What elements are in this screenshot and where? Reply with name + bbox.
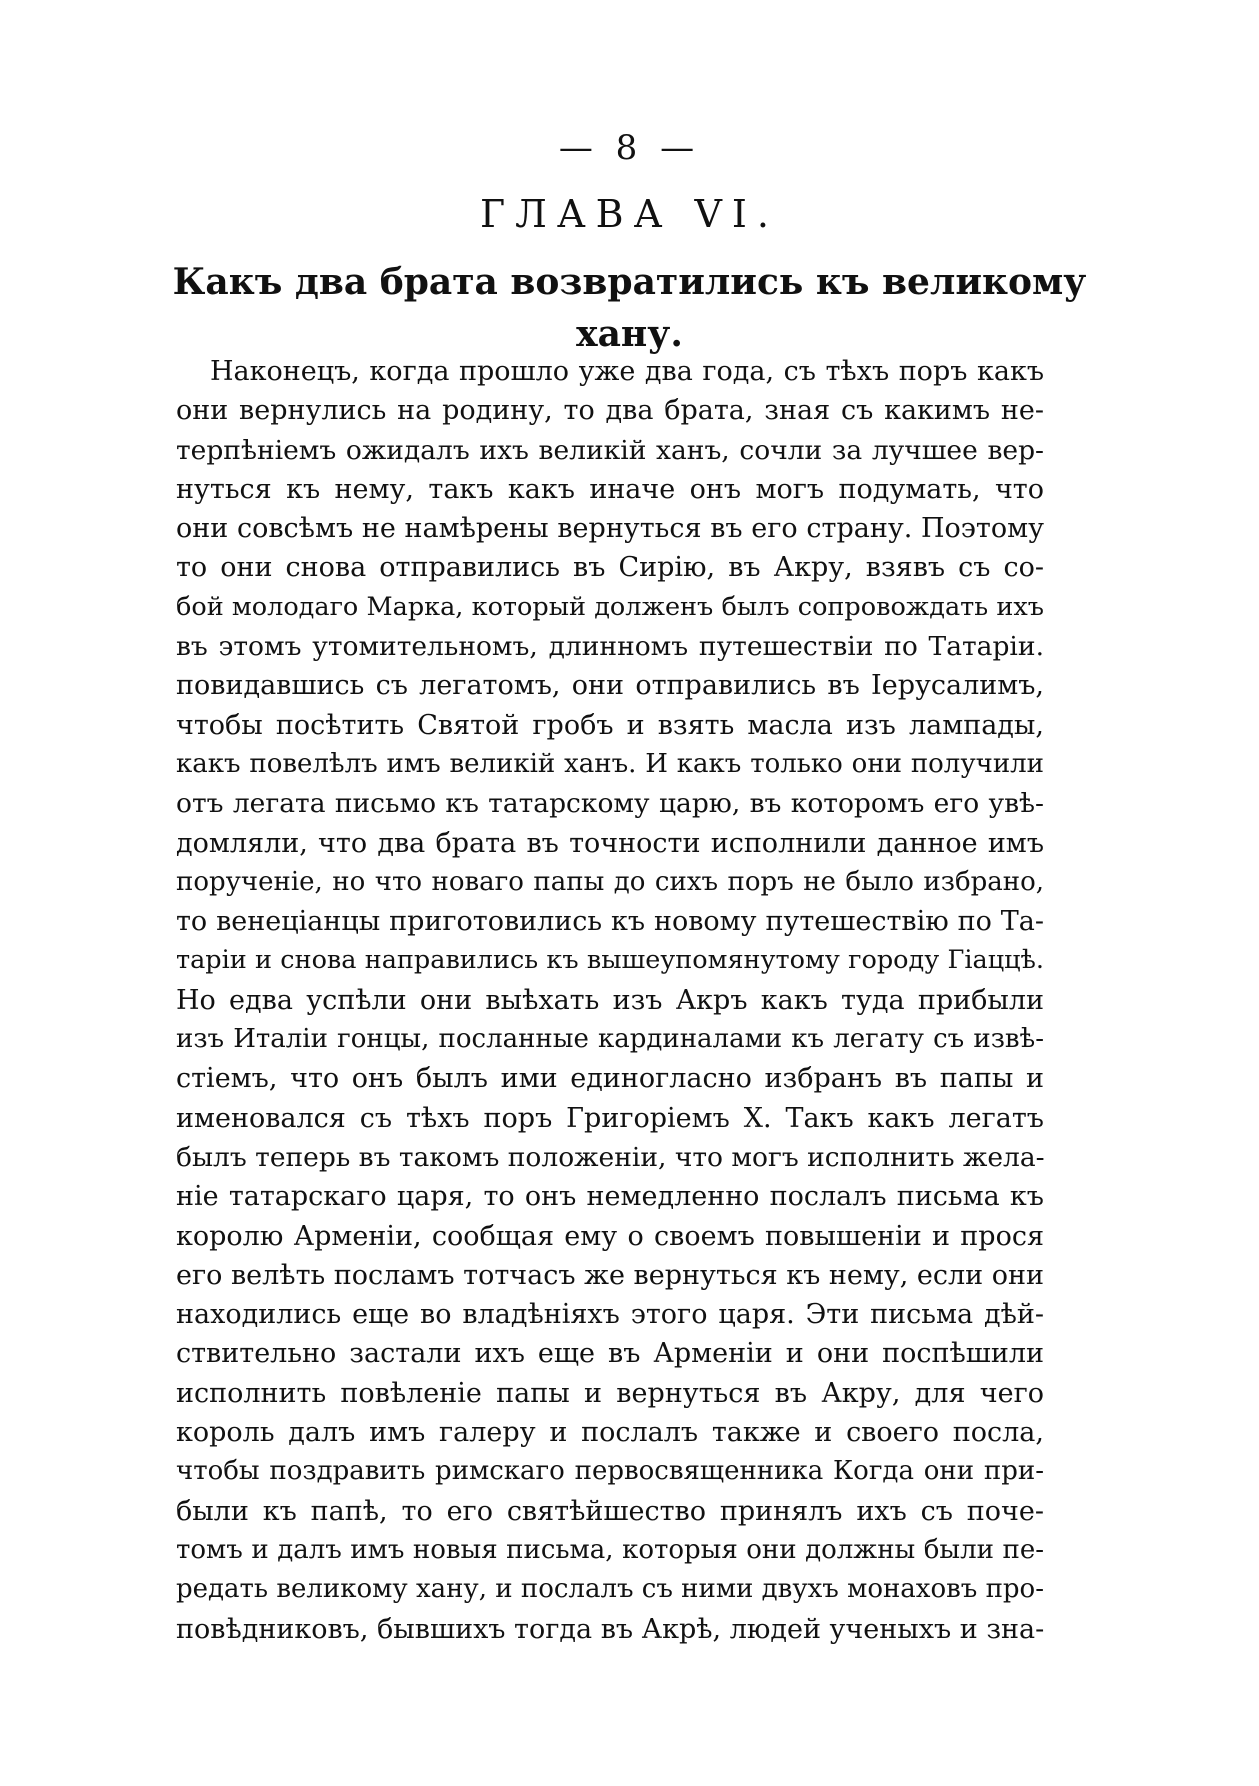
body-paragraph <box>176 352 1044 1649</box>
text-line: бой молодаго Марка, который долженъ былъ сопровождать ихъ <box>176 591 1044 622</box>
text-line: отъ легата письмо къ татарскому царю, въ которомъ его увѣ- <box>176 788 1044 820</box>
text-line: они вернулись на родину, то два брата, зная съ какимъ не- <box>176 395 1044 427</box>
text-line: король далъ имъ галеру и послалъ также и своего посла, <box>176 1417 1044 1449</box>
text-line: изъ Италіи гонцы, посланные кардиналами къ легату съ извѣ- <box>176 1024 1044 1055</box>
text-line: стіемъ, что онъ былъ ими единогласно избранъ въ папы и <box>176 1063 1044 1095</box>
text-line: были къ папѣ, то его святѣйшество принялъ ихъ съ поче- <box>176 1495 1044 1527</box>
text-line: въ этомъ утомительномъ, длинномъ путешествіи по Татаріи. <box>176 631 1044 663</box>
text-line: томъ и далъ имъ новыя письма, которыя они должны были пе- <box>176 1534 1044 1565</box>
chapter-title: Какъ два брата возвратились къ великому хану. <box>172 261 1087 355</box>
text-line: терпѣніемъ ожидалъ ихъ великій ханъ, сочли за лучшее вер- <box>176 434 1044 466</box>
text-line: исполнить повѣленіе папы и вернуться въ Акру, для чего <box>176 1377 1044 1409</box>
text-line: какъ повелѣлъ имъ великій ханъ. И какъ только они получили <box>176 748 1044 779</box>
text-line: повидавшись съ легатомъ, они отправились въ Іерусалимъ, <box>176 670 1044 702</box>
text-line: ствительно застали ихъ еще въ Арменіи и они поспѣшили <box>176 1338 1044 1370</box>
text-line: то венеціанцы приготовились къ новому путешествію по Та- <box>176 906 1044 938</box>
text-line: редать великому хану, и послалъ съ ними двухъ монаховъ про- <box>176 1574 1044 1605</box>
text-line: домляли, что два брата въ точности исполнили данное имъ <box>176 827 1044 859</box>
text-line: королю Арменіи, сообщая ему о своемъ повышеніи и прося <box>176 1220 1044 1252</box>
text-line: повѣдниковъ, бывшихъ тогда въ Акрѣ, людей ученыхъ и зна- <box>176 1613 1045 1645</box>
text-line: чтобы поздравить римскаго первосвященника Когда они при- <box>176 1456 1044 1487</box>
page-number: — 8 — <box>558 128 701 168</box>
text-line: именовался съ тѣхъ поръ Григоріемъ X. Такъ какъ легатъ <box>176 1102 1044 1134</box>
text-line: порученіе, но что новаго папы до сихъ поръ не было избрано, <box>176 866 1044 897</box>
text-line: они совсѣмъ не намѣрены вернуться въ его страну. Поэтому <box>176 513 1044 545</box>
text-line: находились еще во владѣніяхъ этого царя. Эти письма дѣй- <box>176 1299 1044 1331</box>
text-line: его велѣть посламъ тотчасъ же вернуться къ нему, если они <box>176 1259 1044 1291</box>
text-line: былъ теперь въ такомъ положеніи, что могъ исполнить жела- <box>176 1141 1045 1173</box>
text-line: таріи и снова направились къ вышеупомянутому городу Гіаццѣ. <box>176 945 1044 976</box>
text-line: чтобы посѣтить Святой гробъ и взять масла изъ лампады, <box>176 709 1044 741</box>
text-line: Но едва успѣли они выѣхать изъ Акръ какъ туда прибыли <box>176 984 1044 1016</box>
text-line: ніе татарскаго царя, то онъ немедленно послалъ письма къ <box>176 1181 1044 1213</box>
text-line: Наконецъ, когда прошло уже два года, съ тѣхъ поръ какъ <box>210 356 1044 387</box>
text-line: нуться къ нему, такъ какъ иначе онъ могъ подумать, что <box>176 473 1044 505</box>
text-line: то они снова отправились въ Сирію, въ Акру, взявъ съ со- <box>176 552 1044 584</box>
chapter-heading: ГЛАВА VI. <box>480 192 779 236</box>
